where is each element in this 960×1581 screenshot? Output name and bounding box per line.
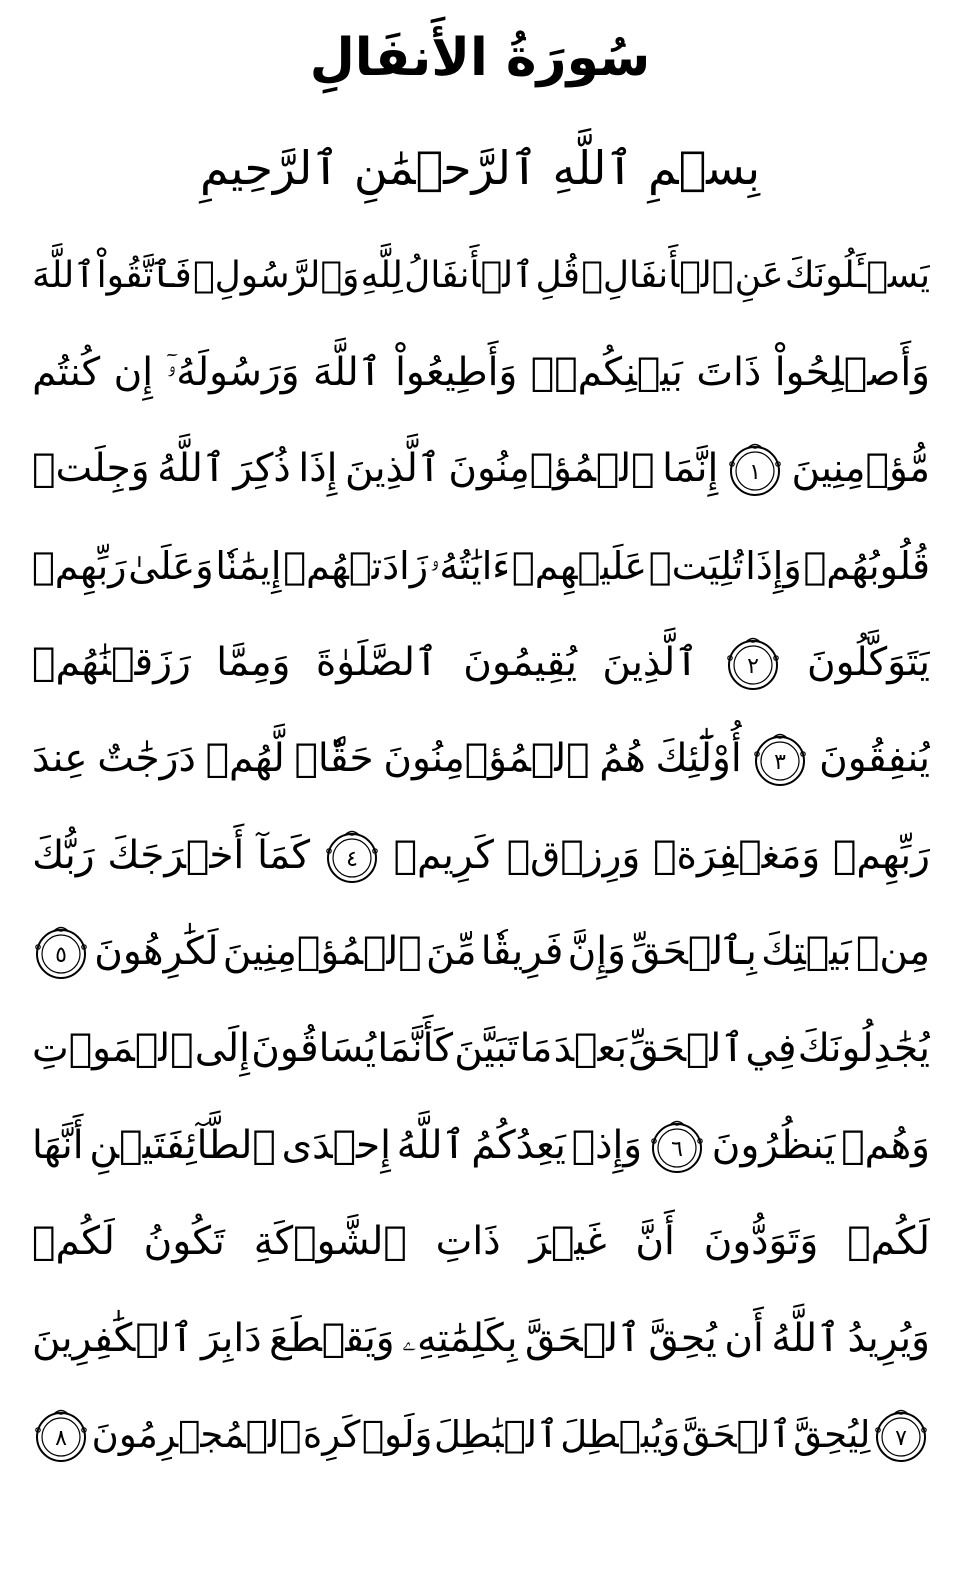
ayah-end-rosette-icon — [32, 923, 90, 981]
quran-word: وَإِذَا — [745, 544, 802, 589]
quran-word: يُسَاقُونَ — [251, 1026, 377, 1072]
ayah-number: ٤ — [345, 846, 358, 872]
ayah-end-rosette-icon — [648, 1117, 706, 1175]
quran-word: يُحِقَّ — [648, 1315, 717, 1361]
quran-word: أَنَّهَا — [32, 1122, 84, 1168]
quran-word: ٱللَّهُ — [157, 446, 226, 492]
quran-word: ٱللَّهَ — [32, 255, 96, 297]
quran-word: ٱلۡحَقِّ — [628, 1026, 745, 1072]
quran-word: بِكَلِمَٰتِهِۦ — [402, 1315, 518, 1361]
quran-word: وَهُمۡ — [841, 1122, 930, 1168]
quran-word: ٱلطَّآئِفَتَيۡنِ — [89, 1122, 276, 1168]
quran-word: ذُكِرَ — [233, 446, 291, 492]
quran-word: ٱللَّهَ — [313, 349, 382, 395]
quran-word: ٱلۡأَنفَالُ — [404, 255, 535, 297]
ayah-end-rosette-icon — [872, 1406, 930, 1464]
quran-word: لَكُمۡ — [32, 1219, 115, 1265]
quran-word: قُلُوبُهُمۡ — [803, 544, 930, 589]
quran-word: ٱلۡحَقَّ — [525, 1315, 641, 1361]
quran-word: وَلَوۡ — [361, 1413, 433, 1457]
quran-word: ٱلۡكَٰفِرِينَ — [32, 1315, 194, 1361]
quran-word: وَمِمَّا — [216, 639, 291, 685]
quran-word: وَإِذۡ — [571, 1122, 643, 1168]
quran-word: زَادَتۡهُمۡ — [283, 544, 429, 589]
quran-word: رَزَقۡنَٰهُمۡ — [32, 639, 191, 685]
quran-word: ٱلشَّوۡكَةِ — [253, 1219, 407, 1265]
quran-word: وَٱلرَّسُولِۖ — [193, 255, 360, 297]
quran-word: ٱلصَّلَوٰةَ — [315, 639, 438, 685]
quran-word: كَمَآ — [257, 832, 311, 878]
quran-word: بَيۡنِكُمۡۖ — [530, 349, 683, 395]
quran-word: مِّنَ — [425, 929, 477, 975]
quran-word: ٱلۡأَنفَالِۖ — [581, 255, 734, 297]
quran-word: وَعَلَىٰ — [128, 544, 214, 589]
quran-word: ٱللَّهُ — [396, 1122, 466, 1168]
quran-word: أَخۡرَجَكَ — [107, 832, 245, 878]
verse-line — [32, 518, 930, 615]
quran-word: قُلِ — [535, 255, 580, 297]
verse-lines — [32, 228, 930, 1484]
ayah-number: ٨ — [55, 1426, 67, 1452]
quran-word: كُنتُم — [32, 349, 101, 395]
ayah-end-rosette-icon — [323, 827, 381, 885]
quran-word: إِذَا — [298, 446, 338, 492]
quran-word: وَأَطِيعُواْ — [395, 349, 518, 395]
quran-word: إِيمَٰنٗا — [215, 544, 282, 589]
quran-word: هُمُ — [599, 736, 646, 782]
surah-title: سُورَةُ الأَنفَالِ — [309, 28, 651, 88]
quran-word: تَبَيَّنَ — [454, 1026, 519, 1072]
quran-word: وَمَغۡفِرَةٞ — [653, 832, 821, 878]
ayah-number: ٦ — [671, 1136, 683, 1162]
quran-word: رَبُّكَ — [32, 832, 95, 878]
quran-word: مِنۢ — [856, 929, 930, 975]
quran-word: ذَاتِ — [435, 1219, 501, 1265]
quran-word: دَابِرَ — [200, 1315, 262, 1361]
quran-word: ذَاتَ — [696, 349, 762, 395]
verse-line — [32, 904, 930, 1001]
quran-word: ٱلۡمُجۡرِمُونَ — [91, 1413, 302, 1457]
quran-word: ٱلۡمَوۡتِ — [32, 1026, 194, 1072]
verse-line — [32, 1194, 930, 1291]
verse-line — [32, 808, 930, 905]
quran-word: رَبِّهِمۡ — [32, 544, 127, 589]
verse-line — [32, 228, 930, 325]
verse-line — [32, 1097, 930, 1194]
quran-word: لَّهُمۡ — [205, 736, 285, 782]
quran-word: لِيُحِقَّ — [793, 1413, 871, 1457]
ayah-number: ٣ — [774, 750, 787, 776]
quran-word: وَإِنَّ — [567, 929, 626, 975]
quran-word: دَرَجَٰتٌ — [97, 736, 196, 782]
quran-word: ءَايَٰتُهُۥ — [429, 544, 511, 589]
quran-word: يُقِيمُونَ — [463, 639, 577, 685]
quran-word: أَن — [724, 1315, 764, 1361]
ayah-number: ٧ — [895, 1426, 907, 1452]
quran-word: لِلَّهِ — [360, 255, 403, 297]
quran-word: تَكُونُ — [143, 1219, 225, 1265]
quran-word: وَيُرِيدُ — [847, 1315, 930, 1361]
quran-word: وَرَسُولَهُۥٓ — [166, 349, 300, 395]
quran-word: يَنظُرُونَ — [711, 1122, 836, 1168]
verse-line — [32, 1001, 930, 1098]
quran-word: إِنَّمَا — [662, 446, 719, 492]
ayah-end-rosette-icon — [32, 1406, 90, 1464]
quran-word: وَجِلَتۡ — [32, 446, 150, 492]
quran-word: ٱلۡمُؤۡمِنِينَ — [222, 929, 422, 975]
quran-word: وَيَقۡطَعَ — [269, 1315, 395, 1361]
quran-word: عَلَيۡهِمۡ — [511, 544, 648, 589]
ayah-end-rosette-icon — [751, 730, 809, 788]
quran-word: رَبِّهِمۡ — [832, 832, 930, 878]
quran-word: يُنفِقُونَ — [819, 736, 930, 782]
quran-word: ٱلۡحَقَّ — [681, 1413, 792, 1457]
ayah-number: ٥ — [55, 943, 67, 969]
quran-word: يَسۡـَٔلُونَكَ — [784, 255, 930, 297]
verse-line — [32, 421, 930, 518]
basmala: بِسۡمِ ٱللَّهِ ٱلرَّحۡمَٰنِ ٱلرَّحِيمِ — [199, 141, 761, 195]
quran-word: فِي — [745, 1026, 797, 1072]
ayah-number: ٢ — [746, 653, 759, 679]
quran-word: وَرِزۡقٞ — [506, 832, 641, 878]
quran-word: مُّؤۡمِنِينَ — [791, 446, 930, 492]
quran-word: يَعِدُكُمُ — [471, 1122, 566, 1168]
quran-word: يَتَوَكَّلُونَ — [806, 639, 930, 685]
quran-word: كَأَنَّمَا — [377, 1026, 454, 1072]
verse-line — [32, 711, 930, 808]
verse-line — [32, 325, 930, 422]
quran-word: ٱلۡمُؤۡمِنُونَ — [383, 736, 590, 782]
verse-line — [32, 1387, 930, 1484]
ayah-end-rosette-icon — [724, 634, 782, 692]
quran-word: حَقّٗاۚ — [294, 736, 374, 782]
quran-word: إِلَى — [194, 1026, 250, 1072]
quran-word: إِن — [113, 349, 154, 395]
quran-word: أَنَّ — [635, 1219, 675, 1265]
quran-word: لَكَٰرِهُونَ — [94, 929, 219, 975]
quran-word: ٱلَّذِينَ — [345, 446, 441, 492]
quran-word: ٱلۡبَٰطِلَ — [433, 1413, 559, 1457]
verse-line — [32, 614, 930, 711]
quran-word: مَا — [519, 1026, 553, 1072]
quran-word: بَيۡتِكَ — [761, 929, 852, 975]
quran-word: كَرِهَ — [302, 1413, 361, 1457]
quran-word: لَكُمۡ — [847, 1219, 930, 1265]
quran-word: وَأَصۡلِحُواْ — [774, 349, 930, 395]
verse-line — [32, 1291, 930, 1388]
quran-word: أُوْلَٰٓئِكَ — [655, 736, 742, 782]
quran-word: وَيُبۡطِلَ — [560, 1413, 681, 1457]
quran-word: إِحۡدَى — [281, 1122, 391, 1168]
ayah-end-rosette-icon — [726, 440, 784, 498]
quran-word: كَرِيمٞ — [393, 832, 494, 878]
quran-word: غَيۡرَ — [529, 1219, 607, 1265]
quran-word: ٱلۡمُؤۡمِنُونَ — [448, 446, 655, 492]
ayah-number: ١ — [748, 460, 761, 486]
quran-word: يُجَٰدِلُونَكَ — [797, 1026, 930, 1072]
quran-word: عَنِ — [734, 255, 784, 297]
quran-word: بِٱلۡحَقِّ — [630, 929, 757, 975]
quran-word: وَتَوَدُّونَ — [703, 1219, 819, 1265]
quran-word: ٱلَّذِينَ — [602, 639, 699, 685]
quran-word: فَٱتَّقُواْ — [96, 255, 192, 297]
quran-word: ٱللَّهُ — [771, 1315, 840, 1361]
quran-word: بَعۡدَ — [553, 1026, 628, 1072]
quran-word: فَرِيقٗا — [480, 929, 564, 975]
quran-word: عِندَ — [32, 736, 88, 782]
quran-word: تُلِيَتۡ — [648, 544, 744, 589]
